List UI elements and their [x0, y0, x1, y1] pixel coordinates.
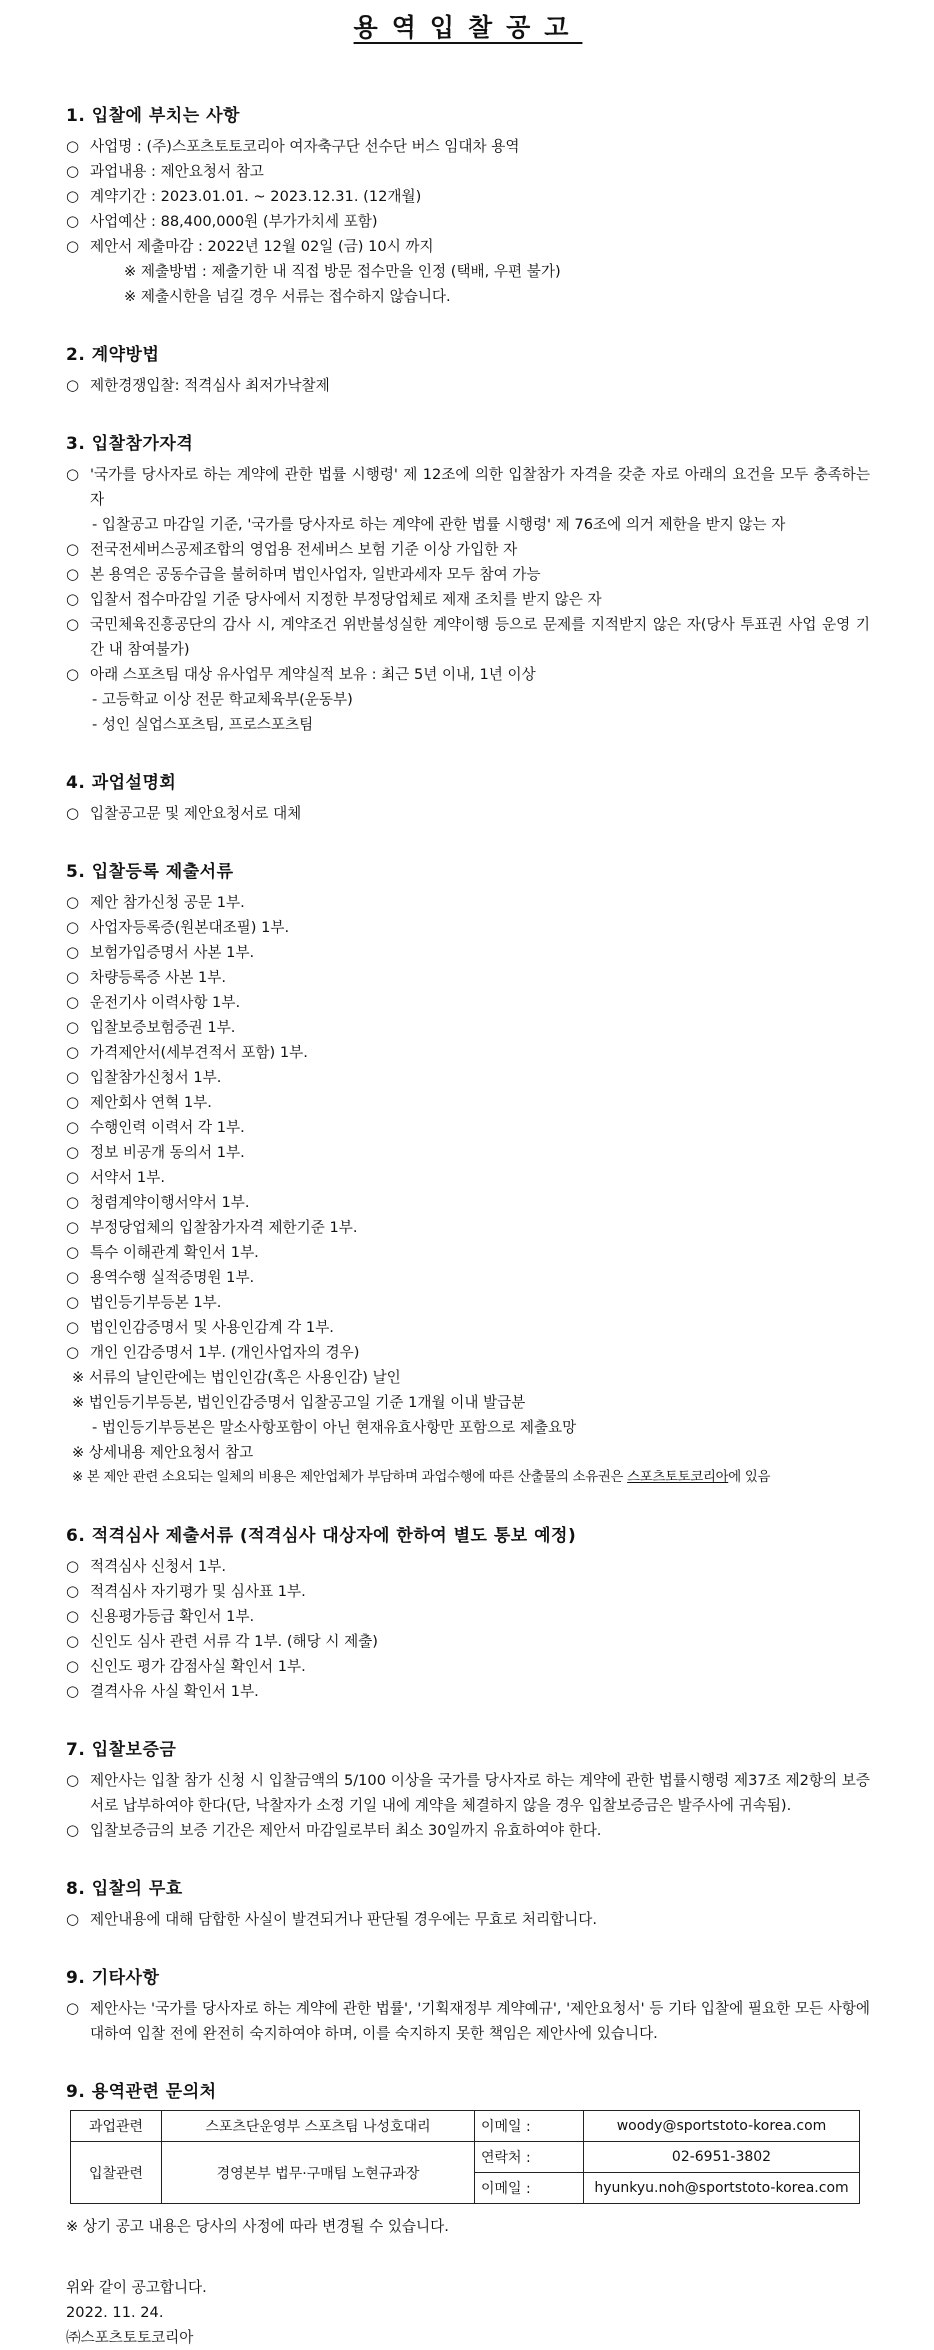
note-item: ※ 제출시한을 넘길 경우 서류는 접수하지 않습니다. [124, 288, 451, 305]
list-item: ○ 제안사는 입찰 참가 신청 시 입찰금액의 5/100 이상을 국가를 당사자로 하는 계약에 관한 법률시행령 제37조 제2항의 보증서로 납부하여야 한다(단, 낙찰자가 소정 기일 내에 계약을 체결하지 않을 경우 입찰보증금은 발주사에 귀속됨). [66, 1771, 870, 1814]
list-item: ○ 법인인감증명서 및 사용인감계 각 1부. [66, 1318, 334, 1336]
table-row [71, 2142, 860, 2173]
contact-table [70, 2110, 860, 2204]
list-item: ○ 입찰보증보험증권 1부. [66, 1018, 236, 1036]
section-heading: 7. 입찰보증금 [66, 1740, 177, 1760]
list-item: ○ 제안내용에 대해 담합한 사실이 발견되거나 판단될 경우에는 무효로 처리합니다. [66, 1910, 597, 1928]
list-item: ○ 제안회사 연혁 1부. [66, 1093, 212, 1111]
table-cell: 이메일 : [475, 2173, 584, 2204]
notice-date: 2022. 11. 24. [66, 2304, 164, 2321]
section-heading: 6. 적격심사 제출서류 (적격심사 대상자에 한하여 별도 통보 예정) [66, 1526, 577, 1546]
table-cell: 스포츠단운영부 스포츠팀 나성호대리 [162, 2111, 475, 2142]
section-heading: 5. 입찰등록 제출서류 [66, 862, 234, 882]
list-item: ○ 결격사유 사실 확인서 1부. [66, 1682, 259, 1700]
list-item: ○ 특수 이해관계 확인서 1부. [66, 1243, 259, 1261]
email-link[interactable]: hyunkyu.noh@sportstoto-korea.com [584, 2173, 860, 2204]
company-link: 스포츠토토코리아 [627, 1470, 729, 1485]
note-item: ※ 본 제안 관련 소요되는 일체의 비용은 제안업체가 부담하며 과업수행에 따른 산출물의 소유권은 스포츠토토코리아에 있음 [72, 1470, 771, 1485]
table-cell: 과업관련 [71, 2111, 162, 2142]
section-heading: 9. 기타사항 [66, 1968, 160, 1988]
list-item: ○ 개인 인감증명서 1부. (개인사업자의 경우) [66, 1343, 360, 1361]
table-cell: 경영본부 법무·구매팀 노현규과장 [162, 2142, 475, 2204]
section-contract-method [66, 343, 870, 398]
email-link[interactable]: woody@sportstoto-korea.com [584, 2111, 860, 2142]
section-contact [66, 2080, 870, 2239]
list-item: ○ 차량등록증 사본 1부. [66, 968, 226, 986]
list-item: ○ 부정당업체의 입찰참가자격 제한기준 1부. [66, 1218, 358, 1236]
note-item: ※ 상세내용 제안요청서 참고 [72, 1444, 254, 1461]
list-item: ○ 제한경쟁입찰: 적격심사 최저가낙찰제 [66, 376, 330, 394]
sub-item: - 법인등기부등본은 말소사항포함이 아닌 현재유효사항만 포함으로 제출요망 [92, 1419, 577, 1436]
section-qualification-documents [66, 1524, 870, 1704]
list-item: ○ 가격제안서(세부견적서 포함) 1부. [66, 1043, 308, 1061]
section-eligibility [66, 432, 870, 737]
table-cell: 이메일 : [475, 2111, 584, 2142]
list-item: ○ 신인도 심사 관련 서류 각 1부. (해당 시 제출) [66, 1632, 378, 1650]
section-miscellaneous [66, 1966, 870, 2046]
section-heading: 2. 계약방법 [66, 345, 160, 365]
section-bid-items [66, 104, 870, 309]
list-item: ○ 본 용역은 공동수급을 불허하며 법인사업자, 일반과세자 모두 참여 가능 [66, 565, 541, 583]
note-item: ※ 제출방법 : 제출기한 내 직접 방문 접수만을 인정 (택배, 우편 불가) [124, 263, 561, 280]
list-item: ○ 운전기사 이력사항 1부. [66, 993, 241, 1011]
list-item: ○ 입찰보증금의 보증 기간은 제안서 마감일로부터 최소 30일까지 유효하여야 한다. [66, 1821, 602, 1839]
list-item: ○ 법인등기부등본 1부. [66, 1293, 222, 1311]
list-item: ○ 사업명 : (주)스포츠토토코리아 여자축구단 선수단 버스 임대차 용역 [66, 137, 520, 155]
list-item: ○ 적격심사 자기평가 및 심사표 1부. [66, 1582, 306, 1600]
list-item: ○ 입찰공고문 및 제안요청서로 대체 [66, 804, 302, 822]
list-item: ○ 용역수행 실적증명원 1부. [66, 1268, 255, 1286]
list-item: ○ 과업내용 : 제안요청서 참고 [66, 162, 264, 180]
list-item: ○ 아래 스포츠팀 대상 유사업무 계약실적 보유 : 최근 5년 이내, 1년 이상 [66, 665, 536, 683]
list-item: ○ 계약기간 : 2023.01.01. ~ 2023.12.31. (12개월) [66, 187, 422, 205]
list-item: ○ 전국전세버스공제조합의 영업용 전세버스 보험 기준 이상 가입한 자 [66, 540, 518, 558]
section-heading: 4. 과업설명회 [66, 773, 177, 793]
list-item: ○ 적격심사 신청서 1부. [66, 1557, 226, 1575]
note-item: ※ 서류의 날인란에는 법인인감(혹은 사용인감) 날인 [72, 1369, 401, 1386]
list-item: ○ '국가를 당사자로 하는 계약에 관한 법률 시행령' 제 12조에 의한 입찰참가 자격을 갖춘 자로 아래의 요건을 모두 충족하는 자 [66, 465, 870, 508]
company-name: ㈜스포츠토토코리아 [66, 2329, 194, 2346]
list-item: ○ 국민체육진흥공단의 감사 시, 계약조건 위반불성실한 계약이행 등으로 문제를 지적받지 않은 자(당사 투표권 사업 운영 기간 내 참여불가) [66, 615, 871, 658]
list-item: ○ 수행인력 이력서 각 1부. [66, 1118, 245, 1136]
section-bid-deposit [66, 1738, 870, 1843]
list-item: ○ 정보 비공개 동의서 1부. [66, 1143, 245, 1161]
list-item: ○ 사업자등록증(원본대조필) 1부. [66, 918, 290, 936]
list-item: ○ 제안서 제출마감 : 2022년 12월 02일 (금) 10시 까지 [66, 237, 434, 255]
sub-item: - 입찰공고 마감일 기준, '국가를 당사자로 하는 계약에 관한 법률 시행령' 제 76조에 의거 제한을 받지 않는 자 [92, 516, 786, 533]
list-item: ○ 청렴계약이행서약서 1부. [66, 1193, 250, 1211]
list-item: ○ 입찰서 접수마감일 기준 당사에서 지정한 부정당업체로 제재 조치를 받지 않은 자 [66, 590, 602, 608]
note-item: ※ 법인등기부등본, 법인인감증명서 입찰공고일 기준 1개월 이내 발급분 [72, 1394, 526, 1411]
list-item: ○ 입찰참가신청서 1부. [66, 1068, 222, 1086]
list-item: ○ 제안 참가신청 공문 1부. [66, 893, 245, 911]
table-cell: 입찰관련 [71, 2142, 162, 2204]
notice-title: 용역입찰공고 [353, 13, 583, 42]
section-heading: 3. 입찰참가자격 [66, 434, 194, 454]
table-row [71, 2111, 860, 2142]
sub-item: - 고등학교 이상 전문 학교체육부(운동부) [92, 691, 353, 708]
list-item: ○ 제안사는 '국가를 당사자로 하는 계약에 관한 법률', '기획재정부 계약예규', '제안요청서' 등 기타 입찰에 필요한 모든 사항에 대하여 입찰 전에 완전히 숙지하여야 하며, 이를 숙지하지 못한 책임은 제안사에 있습니다. [66, 1999, 870, 2042]
section-heading: 9. 용역관련 문의처 [66, 2082, 217, 2102]
note-item: ※ 상기 공고 내용은 당사의 사정에 따라 변경될 수 있습니다. [66, 2218, 449, 2235]
sub-item: - 성인 실업스포츠팀, 프로스포츠팀 [92, 716, 314, 733]
list-item: ○ 사업예산 : 88,400,000원 (부가가치세 포함) [66, 212, 378, 230]
section-heading: 1. 입찰에 부치는 사항 [66, 106, 240, 126]
list-item: ○ 신용평가등급 확인서 1부. [66, 1607, 255, 1625]
section-heading: 8. 입찰의 무효 [66, 1879, 183, 1899]
section-briefing [66, 771, 870, 826]
list-item: ○ 신인도 평가 감점사실 확인서 1부. [66, 1657, 306, 1675]
closing-statement: 위와 같이 공고합니다. [66, 2279, 207, 2296]
phone-number: 02-6951-3802 [584, 2142, 860, 2173]
list-item: ○ 보험가입증명서 사본 1부. [66, 943, 255, 961]
table-cell: 연락처 : [475, 2142, 584, 2173]
section-bid-invalidation [66, 1877, 870, 1932]
section-registration-documents [66, 860, 870, 1490]
list-item: ○ 서약서 1부. [66, 1168, 165, 1186]
